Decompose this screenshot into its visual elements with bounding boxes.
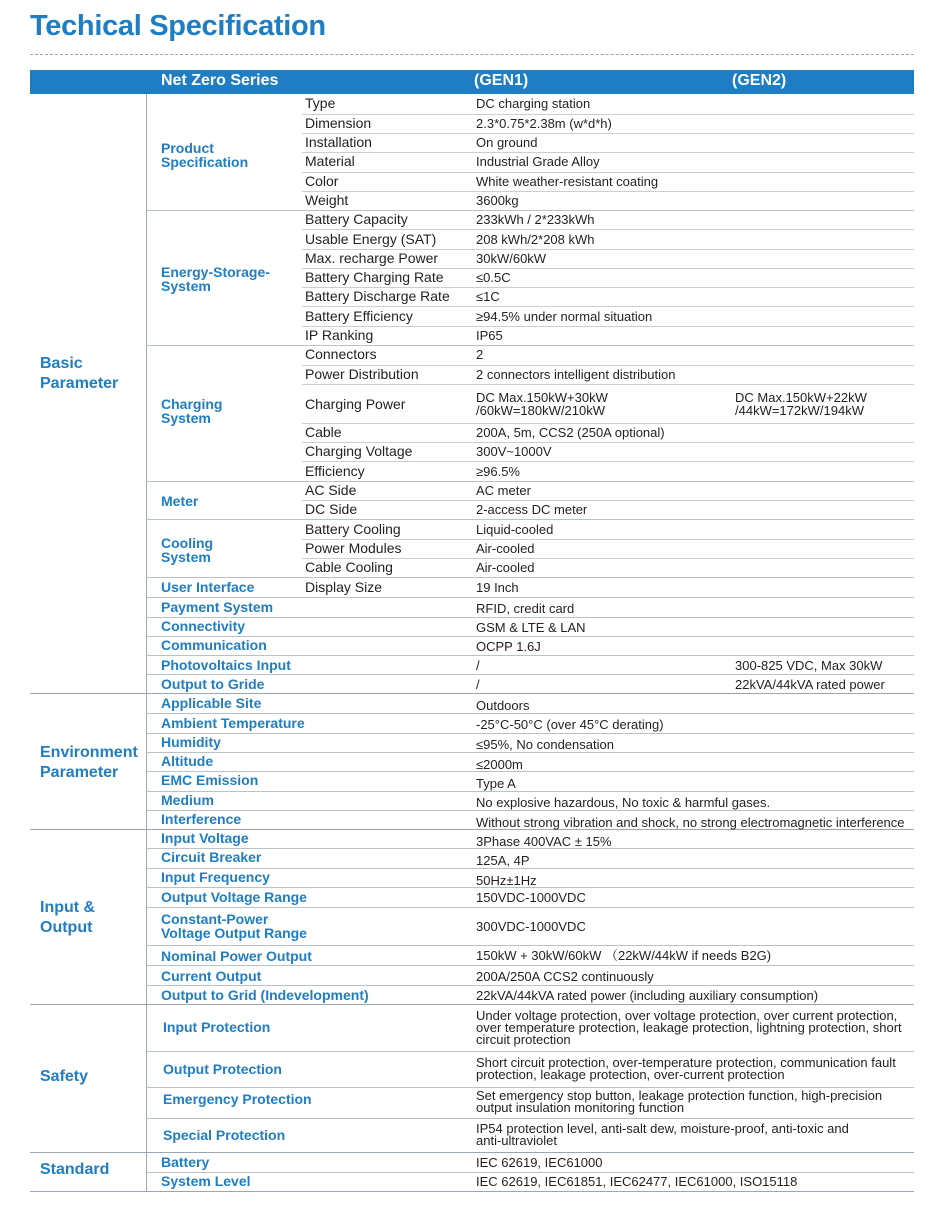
value-input-voltage: 3Phase 400VAC ± 15%: [476, 834, 612, 849]
value-efficiency: ≥96.5%: [476, 464, 520, 479]
group-input-protection: Input Protection: [163, 1019, 271, 1035]
param-weight: Weight: [305, 192, 349, 208]
row-divider: [302, 172, 914, 173]
value-battery-charging-rate: ≤0.5C: [476, 270, 511, 285]
group-divider: [146, 597, 914, 598]
group-constant-power-voltage-output-range: Constant-Power Voltage Output Range: [161, 911, 307, 941]
value-special-protection: IP54 protection level, anti-salt dew, moisture-proof, anti-toxic and anti-ultraviolet: [476, 1121, 849, 1148]
group-current-output: Current Output: [161, 968, 262, 984]
value-display-size: 19 Inch: [476, 580, 519, 595]
group-meter: Meter: [161, 493, 199, 509]
section-basic-parameter: Basic Parameter: [40, 355, 119, 392]
title-divider: [30, 54, 914, 55]
value-altitude: ≤2000m: [476, 757, 523, 772]
group-divider: [146, 965, 914, 966]
param-display-size: Display Size: [305, 579, 383, 595]
group-divider: [146, 1051, 914, 1052]
value-payment-system: RFID, credit card: [476, 601, 575, 616]
group-divider: [146, 752, 914, 753]
group-output-voltage-range: Output Voltage Range: [161, 889, 307, 905]
value-output-grid-gen2: 22kVA/44kVA rated power: [735, 677, 885, 692]
value-input-protection: Under voltage protection, over voltage protection, over current protection, over temperature protection, leakage protection, lightning protection, short circuit protection: [476, 1008, 902, 1047]
param-battery-charging-rate: Battery Charging Rate: [305, 269, 444, 285]
group-battery: Battery: [161, 1154, 210, 1170]
value-dimension: 2.3*0.75*2.38m (w*d*h): [476, 116, 612, 131]
value-power-modules: Air-cooled: [476, 541, 535, 556]
param-cable: Cable: [305, 424, 342, 440]
row-divider: [302, 191, 914, 192]
group-interference: Interference: [161, 811, 242, 827]
table-header: [30, 70, 914, 94]
group-divider: [146, 733, 914, 734]
row-divider: [302, 423, 914, 424]
value-battery-discharge-rate: ≤1C: [476, 289, 500, 304]
value-output-protection: Short circuit protection, over-temperature protection, communication fault protection, leakage protection, over-current protection: [476, 1055, 896, 1082]
value-output-voltage-range: 150VDC-1000VDC: [476, 890, 586, 905]
group-divider: [146, 519, 914, 520]
group-divider: [146, 907, 914, 908]
value-connectors: 2: [476, 347, 484, 362]
group-divider: [146, 481, 914, 482]
param-usable-energy: Usable Energy (SAT): [305, 231, 437, 247]
header-gen1: (GEN1): [474, 72, 529, 89]
value-constant-power: 300VDC-1000VDC: [476, 919, 586, 934]
param-charging-voltage: Charging Voltage: [305, 443, 413, 459]
group-divider: [146, 945, 914, 946]
row-divider: [302, 500, 914, 501]
value-output-grid-gen1: /: [476, 677, 480, 692]
group-humidity: Humidity: [161, 734, 221, 750]
value-pv-input-gen1: /: [476, 658, 480, 673]
param-ac-side: AC Side: [305, 482, 357, 498]
value-type: DC charging station: [476, 96, 591, 111]
page-title: Techical Specification: [30, 10, 326, 42]
group-divider: [146, 985, 914, 986]
value-battery-capacity: 233kWh / 2*233kWh: [476, 212, 595, 227]
group-output-protection: Output Protection: [163, 1061, 282, 1077]
value-medium: No explosive hazardous, No toxic & harmful gases.: [476, 795, 771, 810]
group-energy-storage-system: Energy-Storage- System: [161, 264, 270, 294]
group-charging-system: Charging System: [161, 396, 223, 426]
group-input-frequency: Input Frequency: [161, 869, 270, 885]
value-max-recharge-power: 30kW/60kW: [476, 251, 547, 266]
group-special-protection: Special Protection: [163, 1127, 286, 1143]
group-emergency-protection: Emergency Protection: [163, 1091, 312, 1107]
group-divider: [146, 791, 914, 792]
value-power-distribution: 2 connectors intelligent distribution: [476, 367, 676, 382]
value-battery-cooling: Liquid-cooled: [476, 522, 554, 537]
group-divider: [146, 1118, 914, 1119]
value-applicable-site: Outdoors: [476, 698, 530, 713]
param-battery-capacity: Battery Capacity: [305, 211, 408, 227]
value-circuit-breaker: 125A, 4P: [476, 853, 530, 868]
section-divider: [30, 693, 914, 694]
value-dc-side: 2-access DC meter: [476, 502, 588, 517]
param-dimension: Dimension: [305, 115, 372, 131]
group-divider: [146, 210, 914, 211]
value-color: White weather-resistant coating: [476, 174, 659, 189]
param-color: Color: [305, 173, 339, 189]
group-payment-system: Payment System: [161, 599, 274, 615]
group-divider: [146, 810, 914, 811]
value-emc-emission: Type A: [476, 776, 516, 791]
value-cable: 200A, 5m, CCS2 (250A optional): [476, 425, 665, 440]
param-charging-power: Charging Power: [305, 396, 406, 412]
value-charging-power-gen1: DC Max.150kW+30kW /60kW=180kW/210kW: [476, 390, 608, 418]
header-series: Net Zero Series: [161, 72, 279, 89]
value-interference: Without strong vibration and shock, no strong electromagnetic interference: [476, 815, 905, 830]
section-input-output: Input & Output: [40, 899, 96, 936]
group-photovoltaics-input: Photovoltaics Input: [161, 657, 291, 673]
group-user-interface: User Interface: [161, 579, 255, 595]
value-ip-ranking: IP65: [476, 328, 503, 343]
value-installation: On ground: [476, 135, 538, 150]
group-ambient-temperature: Ambient Temperature: [161, 715, 305, 731]
value-emergency-protection: Set emergency stop button, leakage protection function, high-precision output insulation monitoring function: [476, 1088, 883, 1115]
group-divider: [146, 713, 914, 714]
row-divider: [302, 114, 914, 115]
section-environment-parameter: Environment Parameter: [40, 744, 138, 781]
param-connectors: Connectors: [305, 346, 377, 362]
section-safety: Safety: [40, 1068, 89, 1085]
param-battery-discharge-rate: Battery Discharge Rate: [305, 288, 450, 304]
row-divider: [302, 558, 914, 559]
param-material: Material: [305, 153, 355, 169]
value-connectivity: GSM & LTE & LAN: [476, 620, 586, 635]
group-nominal-power-output: Nominal Power Output: [161, 948, 312, 964]
value-ambient-temperature: -25°C-50°C (over 45°C derating): [476, 717, 664, 732]
group-communication: Communication: [161, 637, 267, 653]
group-divider: [146, 771, 914, 772]
group-divider: [146, 577, 914, 578]
value-humidity: ≤95%, No condensation: [476, 737, 614, 752]
param-power-modules: Power Modules: [305, 540, 402, 556]
value-material: Industrial Grade Alloy: [476, 154, 600, 169]
param-type: Type: [305, 95, 336, 111]
group-applicable-site: Applicable Site: [161, 695, 262, 711]
group-cooling-system: Cooling System: [161, 535, 214, 565]
group-divider: [146, 617, 914, 618]
value-ac-side: AC meter: [476, 483, 531, 498]
value-input-frequency: 50Hz±1Hz: [476, 873, 537, 888]
value-cable-cooling: Air-cooled: [476, 560, 535, 575]
group-connectivity: Connectivity: [161, 618, 246, 634]
value-usable-energy: 208 kWh/2*208 kWh: [476, 232, 595, 247]
param-power-distribution: Power Distribution: [305, 366, 419, 382]
section-divider: [30, 1152, 914, 1153]
param-installation: Installation: [305, 134, 372, 150]
group-emc-emission: EMC Emission: [161, 772, 259, 788]
param-cable-cooling: Cable Cooling: [305, 559, 393, 575]
row-divider: [302, 326, 914, 327]
value-weight: 3600kg: [476, 193, 519, 208]
value-charging-power-gen2: DC Max.150kW+22kW /44kW=172kW/194kW: [735, 390, 867, 418]
group-input-voltage: Input Voltage: [161, 830, 249, 846]
column-divider-section: [146, 94, 147, 1191]
row-divider: [302, 133, 914, 134]
value-system-level-standard: IEC 62619, IEC61851, IEC62477, IEC61000, ISO15118: [476, 1174, 798, 1189]
param-battery-efficiency: Battery Efficiency: [305, 308, 413, 324]
group-medium: Medium: [161, 792, 214, 808]
section-standard: Standard: [40, 1161, 110, 1178]
group-divider: [146, 674, 914, 675]
row-divider: [302, 229, 914, 230]
row-divider: [302, 152, 914, 153]
row-divider: [302, 461, 914, 462]
param-battery-cooling: Battery Cooling: [305, 521, 401, 537]
header-gen2: (GEN2): [732, 72, 787, 89]
group-divider: [146, 1172, 914, 1173]
group-output-to-grid-indevelopment: Output to Grid (Indevelopment): [161, 987, 369, 1003]
group-product-specification: Product Specification: [161, 140, 249, 170]
group-altitude: Altitude: [161, 753, 214, 769]
value-battery-efficiency: ≥94.5% under normal situation: [476, 309, 653, 324]
param-dc-side: DC Side: [305, 501, 358, 517]
param-max-recharge-power: Max. recharge Power: [305, 250, 439, 266]
value-current-output: 200A/250A CCS2 continuously: [476, 969, 654, 984]
param-efficiency: Efficiency: [305, 463, 365, 479]
value-nominal-power-output: 150kW + 30kW/60kW （22kW/44kW if needs B2G): [476, 948, 772, 963]
value-pv-input-gen2: 300-825 VDC, Max 30kW: [735, 658, 883, 673]
param-ip-ranking: IP Ranking: [305, 327, 374, 343]
group-output-to-gride: Output to Gride: [161, 676, 265, 692]
section-divider: [30, 1004, 914, 1005]
value-communication: OCPP 1.6J: [476, 639, 541, 654]
group-system-level: System Level: [161, 1173, 251, 1189]
value-output-grid-indevelopment: 22kVA/44kVA rated power (including auxiliary consumption): [476, 988, 819, 1003]
value-charging-voltage: 300V~1000V: [476, 444, 552, 459]
group-circuit-breaker: Circuit Breaker: [161, 849, 262, 865]
row-divider: [302, 306, 914, 307]
value-battery-standard: IEC 62619, IEC61000: [476, 1155, 603, 1170]
group-divider: [146, 655, 914, 656]
row-divider: [302, 384, 914, 385]
group-divider: [146, 345, 914, 346]
